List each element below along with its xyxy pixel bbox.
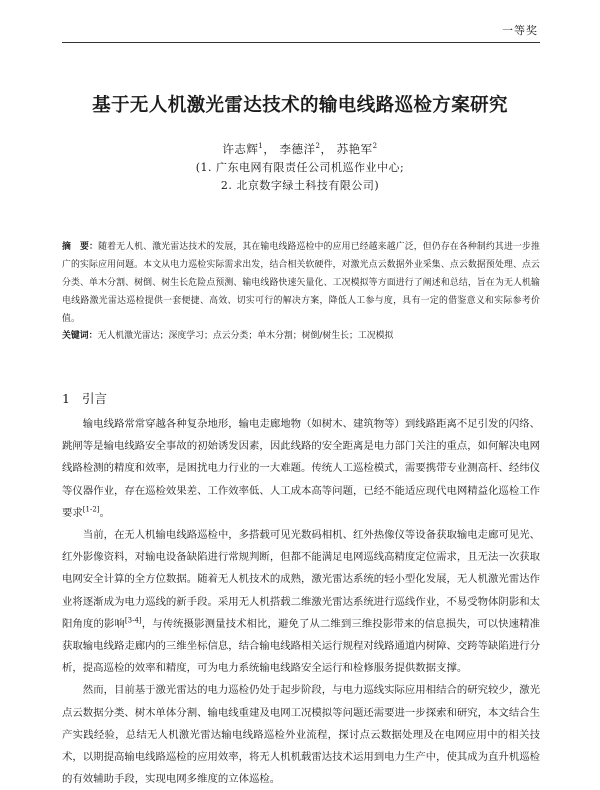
- paragraph-text: 输电线路常常穿越各种复杂地形，输电走廊地物（如树木、建筑物等）到线路距离不足引发的闪络、跳闸等是输电线路安全事故的初始诱发因素，因此线路的安全距离是电力部门关注的重点，如何解决电网线路检测的精度和效率，是困扰电力行业的一大难题。传统人工巡检模式，需要携带专业测高杆、经纬仪等仪器作业，存在巡检效果差、工作效率低、人工成本高等问题，已经不能适应现代电网精益化巡检工作要求: [62, 418, 540, 519]
- body-text: [62, 413, 540, 790]
- abstract-text: 随着无人机、激光雷达技术的发展，其在输电线路巡检中的应用已经越来越广泛，但仍存在各种制约其进一步推广的实际应用问题。本文从电力巡检实际需求出发，结合相关软硬件，对激光点云数据外业采集、点云数据预处理、点云分类、单木分割、树倒、树生长危险点预测、输电线路快速矢量化、工况模拟等方面进行了阐述和总结，旨在为无人机输电线路激光雷达巡检提供一套便捷、高效、切实可行的解决方案，降低人工参与度，具有一定的借鉴意义和实际参考价值。: [62, 242, 540, 324]
- author-line: 许志辉$^1$， 李德洋$^2$， 苏艳军$^2$: [222, 142, 378, 156]
- section-heading: [62, 389, 107, 407]
- abstract-label: 摘 要：: [62, 242, 99, 252]
- paragraph-tail: ，与传统摄影测量技术相比，避免了从二维到三维投影带来的信息损失，可以快速精准获取输电线路走廊内的三维坐标信息，结合输电线路相关运行规程对线路通道内树障、交跨等缺陷进行分析，提高巡检的效率和精度，可为电力系统输电线路安全运行和检修服务提供数据支撑。: [62, 617, 541, 675]
- header-rule: [62, 42, 540, 43]
- section-title: 引言: [81, 391, 107, 406]
- paragraph-text: 然而，目前基于激光雷达的电力巡检仍处于起步阶段，与电力巡线实际应用相结合的研究较少，激光点云数据分类、树木单体分割、输电线重建及电网工况模拟等问题还需要进一步探索和研究，本文结合生产实践经验，总结无人机激光雷达输电线路巡检外业流程，探讨点云数据处理及在电网应用中的相关技术，以期提高输电线路巡检的应用效率，将无人机机载雷达技术运用到电力生产中，使其成为直升机巡检的有效辅助手段，实现电网多维度的立体巡检。: [62, 684, 540, 786]
- paragraph-tail: 。: [99, 506, 110, 519]
- author-affil-mark: 2: [372, 142, 378, 151]
- keywords-text: 无人机激光雷达；深度学习；点云分类；单木分割；树倒/树生长；工况模拟: [97, 331, 394, 341]
- keywords: [62, 328, 540, 344]
- paragraph: [62, 413, 540, 524]
- affiliation-1: (1. 广东电网有限责任公司机巡作业中心;: [195, 161, 405, 174]
- paragraph: [62, 679, 540, 790]
- abstract: [62, 238, 540, 328]
- citation: [1-2]: [82, 505, 100, 514]
- author-affil-mark: 1: [258, 142, 264, 151]
- affiliation-2: 2. 北京数字绿土科技有限公司): [220, 179, 380, 192]
- keywords-label: 关键词：: [62, 331, 98, 341]
- author-name: 许志辉: [222, 142, 259, 156]
- citation: [3-4]: [124, 616, 142, 625]
- author-name: 李德洋: [279, 142, 316, 156]
- paragraph-text: 当前，在无人机输电线路巡检中，多搭载可见光数码相机、红外热像仪等设备获取输电走廊可见光、红外影像资料，对输电设备缺陷进行常规判断，但都不能满足电网巡线高精度定位需求，且无法一次获取电网安全计算的全方位数据。随着无人机技术的成熟，激光雷达系统的轻小型化发展，无人机激光雷达作业将逐渐成为电力巡线的新手段。采用无人机搭载二维激光雷达系统进行巡线作业，不易受物体阴影和太阳角度的影响: [62, 529, 540, 630]
- author-affil-mark: 2: [315, 142, 321, 151]
- paragraph: [62, 524, 540, 679]
- article-title: 基于无人机激光雷达技术的输电线路巡检方案研究: [92, 95, 508, 116]
- author-name: 苏艳军: [336, 142, 373, 156]
- section-number: 1: [62, 391, 70, 406]
- section-label: 一等奖: [502, 24, 538, 37]
